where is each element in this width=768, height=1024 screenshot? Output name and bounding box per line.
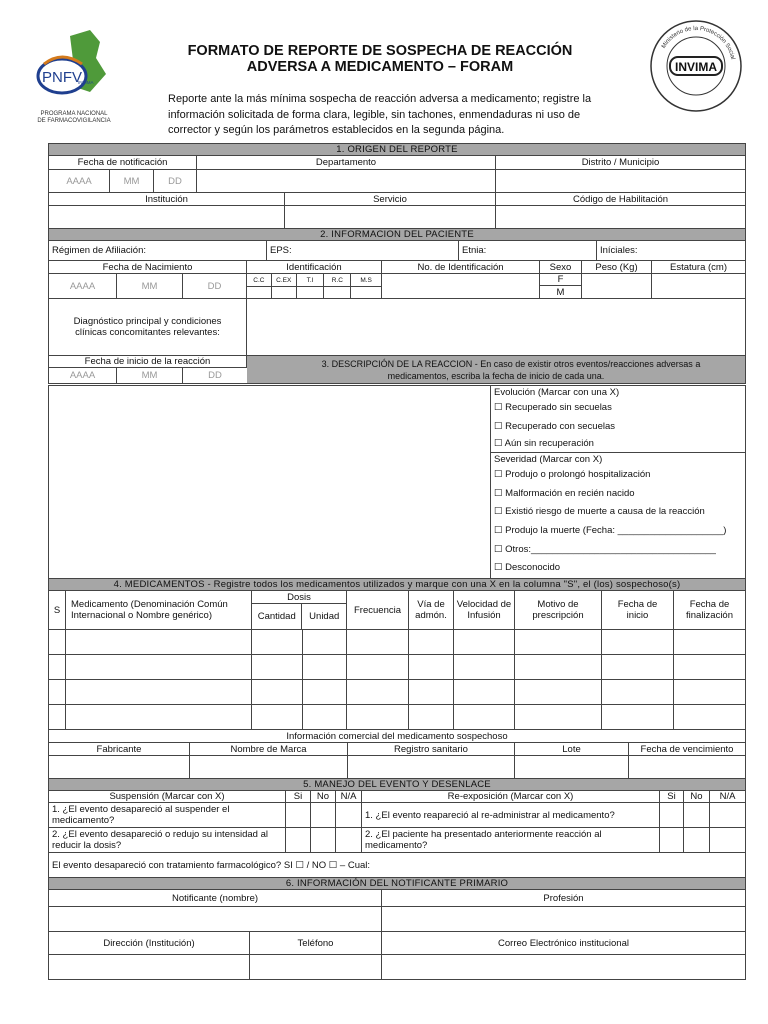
cell[interactable] (303, 705, 347, 729)
cell[interactable] (602, 655, 674, 679)
cell[interactable] (66, 655, 252, 679)
cell[interactable] (252, 680, 303, 704)
cell[interactable] (674, 680, 745, 704)
label-no-identificacion: No. de Identificación (382, 261, 540, 273)
label-fecha-nacimiento: Fecha de Nacimiento (49, 261, 247, 273)
col-medicamento: Medicamento (Denominación Común Internacional o Nombre genérico) (66, 591, 252, 629)
sev-muerte[interactable]: ☐ Produjo la muerte (Fecha: ____________________) (494, 524, 727, 536)
id-check-rc[interactable] (324, 287, 351, 298)
label-etnia: Etnia: (459, 241, 597, 260)
fecha-notif-mm[interactable]: MM (110, 170, 154, 192)
label-departamento: Departamento (197, 156, 496, 169)
cell[interactable] (515, 680, 602, 704)
col-via: Vía de admón. (409, 591, 454, 629)
cell[interactable] (347, 630, 409, 654)
answer-cell[interactable] (660, 803, 684, 827)
cell[interactable] (515, 630, 602, 654)
col-no: No (684, 791, 710, 802)
fecha-inicio-mm[interactable]: MM (117, 368, 183, 384)
cell[interactable] (515, 655, 602, 679)
answer-cell[interactable] (336, 803, 362, 827)
col-dosis: Dosis (252, 591, 346, 604)
label-telefono: Teléfono (250, 932, 382, 954)
id-type-rc[interactable]: R.C (324, 274, 351, 286)
id-check-cc[interactable] (247, 287, 272, 298)
col-velocidad: Velocidad de Infusión (454, 591, 515, 629)
cell[interactable] (49, 630, 66, 654)
sev-hospitalizacion[interactable]: ☐ Produjo o prolongó hospitalización (494, 469, 651, 481)
section-notificante (48, 877, 746, 980)
cell[interactable] (409, 655, 454, 679)
col-no: No (311, 791, 336, 802)
evol-recuperado-con-secuelas[interactable]: ☐ Recuperado con secuelas (494, 420, 616, 432)
cell[interactable] (409, 680, 454, 704)
svg-text:Ministerio de la Protección So: Ministerio de la Protección Social (661, 25, 736, 61)
pnfv-logo-small-text: INVIMA (78, 80, 94, 85)
question-suspension-1: 1. ¿El evento desapareció al suspender el medicamento? (49, 803, 286, 827)
label-evolucion: Evolución (Marcar con una X) (494, 387, 620, 398)
cell[interactable] (674, 705, 745, 729)
id-check-ti[interactable] (297, 287, 325, 298)
label-sexo: Sexo (540, 261, 582, 273)
col-fecha-fin: Fecha de finalización (686, 599, 733, 621)
no-identificacion-field[interactable] (382, 274, 540, 298)
col-s: S (49, 591, 66, 629)
answer-cell[interactable] (311, 828, 336, 852)
cell[interactable] (602, 680, 674, 704)
col-cantidad: Cantidad (252, 604, 302, 629)
label-suspension: Suspensión (Marcar con X) (49, 791, 286, 802)
answer-cell[interactable] (660, 828, 684, 852)
col-si: Si (286, 791, 311, 802)
servicio-field[interactable] (285, 206, 496, 228)
cell[interactable] (303, 630, 347, 654)
section-title: 2. INFORMACION DEL PACIENTE (49, 229, 745, 241)
cell[interactable] (454, 630, 515, 654)
answer-cell[interactable] (710, 828, 745, 852)
label-estatura: Estatura (cm) (669, 261, 727, 273)
fecha-nac-mm[interactable]: MM (117, 274, 183, 298)
table-row (49, 630, 745, 655)
section-title: 6. INFORMACIÓN DEL NOTIFICANTE PRIMARIO (49, 878, 745, 890)
fecha-notif-aaaa[interactable]: AAAA (49, 170, 110, 192)
cell[interactable] (602, 705, 674, 729)
sexo-f[interactable]: F (540, 274, 581, 286)
peso-field[interactable] (582, 274, 652, 298)
cell[interactable] (674, 655, 745, 679)
col-fecha-inicio: Fecha de inicio (602, 591, 674, 629)
label-peso: Peso (Kg) (582, 261, 652, 273)
section-title: 5. MANEJO DEL EVENTO Y DESENLACE (49, 779, 745, 791)
cell[interactable] (66, 680, 252, 704)
cell[interactable] (66, 705, 252, 729)
label-lote: Lote (515, 743, 629, 755)
label-reexposicion: Re-exposición (Marcar con X) (362, 791, 660, 802)
sev-riesgo-muerte[interactable]: ☐ Existió riesgo de muerte a causa de la reacción (494, 506, 705, 518)
cell[interactable] (252, 630, 303, 654)
cell[interactable] (454, 705, 515, 729)
svg-text:INVIMA: INVIMA (675, 60, 717, 74)
sexo-m[interactable]: M (556, 286, 565, 298)
cell[interactable] (49, 680, 66, 704)
table-row (49, 655, 745, 680)
sev-malformacion[interactable]: ☐ Malformación en recién nacido (494, 487, 635, 499)
reaccion-descripcion-field[interactable] (49, 386, 491, 579)
section-reaccion (48, 385, 746, 580)
label-registro: Registro sanitario (348, 743, 515, 755)
label-diagnostico: Diagnóstico principal y condiciones clínicas concomitantes relevantes: (49, 299, 247, 355)
label-regimen: Régimen de Afiliación: (49, 241, 267, 260)
codigo-field[interactable] (496, 206, 745, 228)
cell[interactable] (602, 630, 674, 654)
cell[interactable] (347, 705, 409, 729)
intro-text: Reporte ante la más mínima sospecha de reacción adversa a medicamento; registre la información solicitada de forma clara, legible, sin tachones, enmendaduras ni uso de corrector y según los parámetros establecidos en la segunda página. (168, 93, 592, 136)
section-origen (48, 143, 746, 229)
cell[interactable] (347, 680, 409, 704)
notificante-field[interactable] (49, 907, 382, 931)
fecha-nac-aaaa[interactable]: AAAA (49, 274, 117, 298)
label-eps: EPS: (267, 241, 459, 260)
table-row (49, 680, 745, 705)
departamento-field[interactable] (197, 170, 496, 192)
answer-cell[interactable] (286, 828, 311, 852)
question-reexposicion-2: 2. ¿El paciente ha presentado anteriormente reacción al medicamento? (362, 828, 660, 852)
label-fabricante: Fabricante (49, 743, 190, 755)
col-na: N/A (336, 791, 362, 802)
section-medicamentos (48, 578, 746, 786)
cell[interactable] (303, 655, 347, 679)
diagnostico-field[interactable] (247, 299, 745, 355)
label-iniciales: Iníciales: (600, 245, 638, 256)
label-marca: Nombre de Marca (190, 743, 348, 755)
question-suspension-2: 2. ¿El evento desapareció o redujo su intensidad al reducir la dosis? (49, 828, 286, 852)
col-dosis-group (252, 591, 347, 629)
answer-cell[interactable] (286, 803, 311, 827)
label-direccion: Dirección (Institución) (49, 932, 250, 954)
id-check-ms[interactable] (351, 287, 381, 298)
question-reexposicion-1: 1. ¿El evento reapareció al re-administrar al medicamento? (362, 803, 660, 827)
tratamiento-farmacologico[interactable]: El evento desapareció con tratamiento farmacológico? SI ☐ / NO ☐ – Cual: (52, 859, 371, 871)
cell[interactable] (409, 705, 454, 729)
profesion-field[interactable] (382, 907, 745, 931)
cell[interactable] (454, 655, 515, 679)
section-title: 1. ORIGEN DEL REPORTE (49, 144, 745, 156)
label-institucion: Institución (49, 193, 285, 205)
col-frecuencia: Frecuencia (347, 591, 409, 629)
fecha-inicio-dd[interactable]: DD (183, 368, 247, 384)
answer-cell[interactable] (684, 803, 710, 827)
cell[interactable] (347, 655, 409, 679)
label-servicio: Servicio (285, 193, 496, 205)
label-identificacion: Identificación (247, 261, 382, 273)
answer-cell[interactable] (311, 803, 336, 827)
table-row (49, 705, 745, 730)
id-type-cex[interactable]: C.EX (272, 274, 297, 286)
correo-field[interactable] (382, 955, 745, 979)
section-paciente (48, 228, 746, 384)
cell[interactable] (515, 705, 602, 729)
label-severidad: Severidad (Marcar con X) (494, 454, 603, 466)
label-distrito: Distrito / Municipio (581, 157, 660, 168)
label-correo: Correo Electrónico institucional (498, 937, 629, 949)
id-type-group (247, 274, 382, 298)
cell[interactable] (674, 630, 745, 654)
id-type-ti[interactable]: T.I (297, 274, 325, 286)
id-type-ms[interactable]: M.S (360, 276, 372, 284)
sexo-group (540, 274, 582, 298)
sev-desconocido[interactable]: ☐ Desconocido (494, 562, 561, 574)
section-manejo (48, 778, 746, 878)
sev-otros[interactable]: ☐ Otros:___________________________________ (494, 543, 716, 555)
section-3-title: 3. DESCRIPCIÓN DE LA REACCION - En caso de existir otros eventos/reacciones adversas a medicamentos, escriba la fecha de inicio de cada una. (247, 356, 745, 384)
cell[interactable] (409, 630, 454, 654)
answer-cell[interactable] (710, 803, 745, 827)
label-vencimiento: Fecha de vencimiento (640, 743, 734, 755)
cell[interactable] (66, 630, 252, 654)
col-si: Si (660, 791, 684, 802)
direccion-field[interactable] (49, 955, 250, 979)
label-fecha-notificacion: Fecha de notificación (49, 156, 197, 169)
cell[interactable] (252, 705, 303, 729)
evol-sin-recuperacion[interactable]: ☐ Aún sin recuperación (491, 436, 745, 453)
cell[interactable] (252, 655, 303, 679)
col-na: N/A (719, 791, 736, 802)
fecha-inicio-aaaa[interactable]: AAAA (49, 368, 117, 384)
label-info-comercial: Información comercial del medicamento sospechoso (286, 730, 508, 742)
answer-cell[interactable] (684, 828, 710, 852)
cell[interactable] (454, 680, 515, 704)
invima-seal (648, 18, 744, 114)
id-type-cc[interactable]: C.C (247, 274, 272, 286)
evol-recuperado-sin-secuelas[interactable]: ☐ Recuperado sin secuelas (494, 402, 612, 413)
cell[interactable] (49, 655, 66, 679)
fecha-notif-dd[interactable]: DD (154, 170, 197, 192)
id-check-cex[interactable] (272, 287, 297, 298)
telefono-field[interactable] (250, 955, 382, 979)
svg-text:PNFV: PNFV (41, 69, 83, 86)
col-motivo: Motivo de prescripción (515, 591, 602, 629)
cell[interactable] (49, 705, 66, 729)
estatura-field[interactable] (652, 274, 745, 298)
form-title: FORMATO DE REPORTE DE SOSPECHA DE REACCIÓN ADVERSA A MEDICAMENTO – FORAM (187, 43, 573, 75)
section-title: 4. MEDICAMENTOS - Registre todos los medicamentos utilizados y marque con una X en la columna "S", el (los) sospechoso(s) (49, 579, 745, 591)
cell[interactable] (303, 680, 347, 704)
answer-cell[interactable] (336, 828, 362, 852)
label-codigo: Código de Habilitación (572, 193, 669, 205)
label-notificante: Notificante (nombre) (49, 890, 382, 906)
label-fecha-inicio-reaccion: Fecha de inicio de la reacción (49, 356, 247, 368)
institucion-field[interactable] (49, 206, 285, 228)
distrito-field[interactable] (496, 170, 745, 192)
fecha-nac-dd[interactable]: DD (183, 274, 247, 298)
label-profesion: Profesión (543, 892, 584, 904)
col-unidad: Unidad (309, 611, 340, 622)
pnfv-caption: PROGRAMA NACIONAL DE FARMACOVIGILANCIA (37, 111, 111, 124)
